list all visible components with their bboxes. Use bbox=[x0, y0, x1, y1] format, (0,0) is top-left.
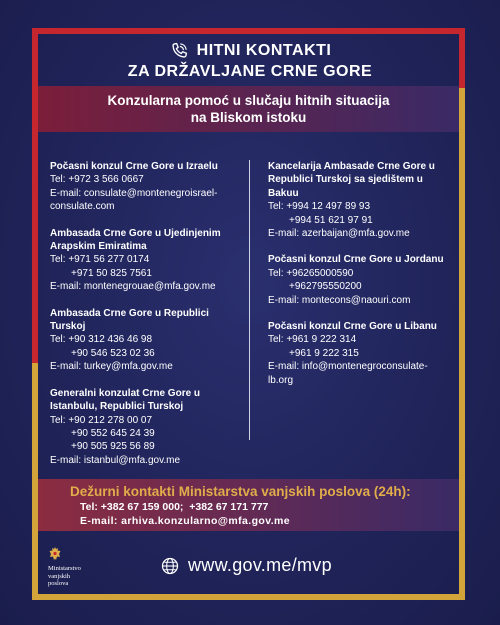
email-line[interactable]: E-mail: istanbul@mfa.gov.me bbox=[50, 454, 181, 466]
phone-line[interactable]: Tel: +994 12 497 89 93 bbox=[268, 201, 371, 213]
contact-entry bbox=[268, 320, 453, 387]
entry-title: Turskoj bbox=[50, 321, 86, 333]
phone-line[interactable]: +962795550200 bbox=[289, 281, 362, 293]
duty-title: Dežurni kontakti Ministarstva vanjskih poslova (24h): bbox=[70, 484, 411, 499]
email-line[interactable]: E-mail: turkey@mfa.gov.me bbox=[50, 361, 173, 373]
left-contact-column bbox=[50, 160, 235, 480]
entry-title: Ambasada Crne Gore u Ujedinjenim bbox=[50, 227, 221, 239]
title-line-1: HITNI KONTAKTI bbox=[196, 42, 332, 59]
email-line[interactable]: E-mail: consulate@montenegroisrael- bbox=[50, 187, 218, 199]
contact-entry bbox=[50, 307, 235, 374]
banner-line-1: Konzularna pomoć u slučaju hitnih situacija bbox=[107, 93, 390, 108]
ministry-logo bbox=[48, 546, 108, 588]
contact-entry bbox=[268, 253, 453, 307]
subtitle-banner bbox=[38, 86, 459, 132]
phone-line[interactable]: +961 9 222 315 bbox=[289, 347, 359, 359]
contact-entry bbox=[50, 227, 235, 294]
website-link[interactable]: www.gov.me/mvp bbox=[188, 555, 332, 575]
logo-line-2: vanjskih bbox=[48, 572, 71, 580]
duty-phone[interactable]: Tel: +382 67 159 000; +382 67 171 777 bbox=[80, 501, 269, 513]
globe-icon bbox=[160, 556, 180, 576]
entry-title: Ambasada Crne Gore u Republici bbox=[50, 307, 209, 319]
phone-line[interactable]: Tel: +90 312 436 46 98 bbox=[50, 334, 153, 346]
phone-line[interactable]: +994 51 621 97 91 bbox=[289, 214, 373, 226]
logo-line-1: Ministarstvo bbox=[48, 565, 81, 572]
phone-line[interactable]: Tel: +90 212 278 00 07 bbox=[50, 414, 153, 426]
email-line[interactable]: lb.org bbox=[268, 374, 294, 386]
frame-gold-bottom bbox=[32, 594, 465, 600]
entry-title: Počasni konzul Crne Gore u Izraelu bbox=[50, 161, 218, 172]
frame-red-top bbox=[32, 28, 465, 34]
poster-header bbox=[0, 40, 500, 82]
banner-line-2: na Bliskom istoku bbox=[190, 110, 307, 125]
duty-email[interactable]: E-mail: arhiva.konzularno@mfa.gov.me bbox=[80, 515, 290, 527]
entry-title: Istanbulu, Republici Turskoj bbox=[50, 401, 184, 413]
entry-title: Republici Turskoj sa sjedištem u bbox=[268, 174, 423, 186]
entry-title: Počasni konzul Crne Gore u Jordanu bbox=[268, 254, 444, 266]
phone-line[interactable]: +90 505 925 56 89 bbox=[71, 441, 155, 453]
right-contact-column bbox=[268, 160, 453, 400]
email-line[interactable]: E-mail: montecons@naouri.com bbox=[268, 294, 411, 306]
website-footer[interactable] bbox=[160, 555, 332, 576]
column-divider bbox=[249, 160, 250, 440]
phone-icon bbox=[169, 41, 189, 61]
phone-line[interactable]: Tel: +961 9 222 314 bbox=[268, 334, 357, 346]
entry-title: Arapskim Emiratima bbox=[50, 241, 147, 253]
phone-line[interactable]: +90 552 645 24 39 bbox=[71, 427, 155, 439]
entry-title: Kancelarija Ambasade Crne Gore u bbox=[268, 161, 435, 172]
email-line[interactable]: E-mail: azerbaijan@mfa.gov.me bbox=[268, 228, 410, 240]
crest-icon bbox=[48, 546, 62, 562]
email-line[interactable]: E-mail: montenegrouae@mfa.gov.me bbox=[50, 281, 216, 293]
title-row bbox=[0, 40, 500, 61]
title-line-2: ZA DRŽAVLJANE CRNE GORE bbox=[127, 63, 373, 80]
entry-title: Počasni konzul Crne Gore u Libanu bbox=[268, 321, 437, 333]
contact-entry bbox=[50, 160, 235, 214]
entry-title: Generalni konzulat Crne Gore u bbox=[50, 387, 201, 399]
logo-line-3: poslova bbox=[48, 580, 69, 587]
contact-entry bbox=[50, 387, 235, 467]
phone-line[interactable]: +90 546 523 02 36 bbox=[71, 347, 155, 359]
frame-gold-right bbox=[459, 88, 465, 600]
email-line[interactable]: E-mail: info@montenegroconsulate- bbox=[268, 361, 428, 373]
contact-entry bbox=[268, 160, 453, 240]
phone-line[interactable]: Tel: +972 3 566 0667 bbox=[50, 174, 144, 186]
phone-line[interactable]: Tel: +971 56 277 0174 bbox=[50, 254, 150, 266]
phone-line[interactable]: Tel: +96265000590 bbox=[268, 267, 354, 279]
entry-title: Bakuu bbox=[268, 187, 299, 199]
phone-line[interactable]: +971 50 825 7561 bbox=[71, 267, 152, 279]
email-line[interactable]: consulate.com bbox=[50, 201, 115, 213]
